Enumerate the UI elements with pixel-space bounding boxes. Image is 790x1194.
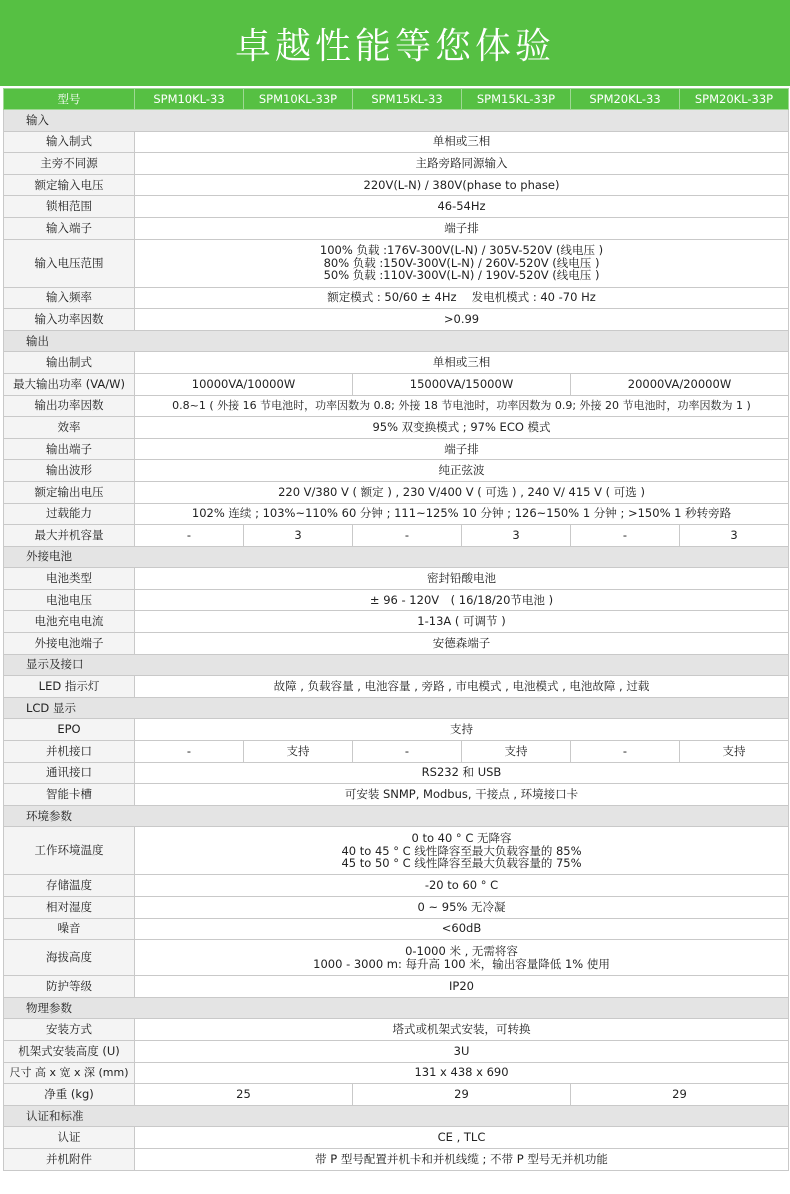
model-name: SPM20KL-33P	[680, 89, 789, 110]
row-label: 效率	[4, 417, 135, 439]
table-row	[4, 352, 789, 374]
row-label: 认证	[4, 1127, 135, 1149]
row-label: 海拔高度	[4, 940, 135, 976]
row-value: 46-54Hz	[135, 196, 789, 218]
row-value: 支持	[244, 741, 353, 763]
row-value: -20 to 60 ° C	[135, 875, 789, 897]
table-row	[4, 525, 789, 547]
row-value: -	[135, 741, 244, 763]
row-label: 输出波形	[4, 460, 135, 482]
row-label: 主旁不同源	[4, 153, 135, 175]
table-row	[4, 1040, 789, 1062]
row-value: 102% 连续 ; 103%~110% 60 分钟 ; 111~125% 10 分钟 ; 126~150% 1 分钟 ; >150% 1 秒转旁路	[135, 503, 789, 525]
row-value: 安德森端子	[135, 633, 789, 655]
value-line: 0 to 40 ° C 无降容	[411, 831, 512, 846]
row-label: 通讯接口	[4, 762, 135, 784]
table-row	[4, 589, 789, 611]
row-label: 智能卡槽	[4, 784, 135, 806]
section-row	[4, 697, 789, 719]
row-value: 10000VA/10000W	[135, 373, 353, 395]
row-label: 并机接口	[4, 741, 135, 763]
table-row	[4, 1019, 789, 1041]
row-label: 电池电压	[4, 589, 135, 611]
table-row	[4, 417, 789, 439]
table-row	[4, 481, 789, 503]
row-label: 输出端子	[4, 438, 135, 460]
row-value	[135, 239, 789, 287]
page-title: 卓越性能等您体验	[234, 25, 555, 67]
section-row	[4, 546, 789, 568]
row-label: 工作环境温度	[4, 827, 135, 875]
table-row	[4, 611, 789, 633]
row-value: 故障 , 负载容量 , 电池容量 , 旁路 , 市电模式 , 电池模式 , 电池故障 , 过载	[135, 676, 789, 698]
table-row	[4, 196, 789, 218]
model-name: SPM15KL-33	[353, 89, 462, 110]
section-title: 输入	[4, 110, 789, 132]
row-label: 输出制式	[4, 352, 135, 374]
row-label: 并机附件	[4, 1148, 135, 1170]
section-title: 输出	[4, 330, 789, 352]
model-name: SPM10KL-33P	[244, 89, 353, 110]
row-value: 25	[135, 1084, 353, 1106]
table-row	[4, 676, 789, 698]
row-label: 防护等级	[4, 976, 135, 998]
table-row	[4, 503, 789, 525]
row-label: 电池充电电流	[4, 611, 135, 633]
row-label: 相对湿度	[4, 897, 135, 919]
table-row	[4, 153, 789, 175]
row-value: CE , TLC	[135, 1127, 789, 1149]
row-value: ± 96 - 120V ( 16/18/20节电池 )	[135, 589, 789, 611]
table-row	[4, 976, 789, 998]
table-row	[4, 217, 789, 239]
table-row	[4, 239, 789, 287]
row-label: 额定输出电压	[4, 481, 135, 503]
row-value: 密封铅酸电池	[135, 568, 789, 590]
row-value: 29	[353, 1084, 571, 1106]
row-value: 0.8~1 ( 外接 16 节电池时，功率因数为 0.8; 外接 18 节电池时，功率因数为 0.9; 外接 20 节电池时，功率因数为 1 )	[135, 395, 789, 417]
value-line: 50% 负载 :110V-300V(L-N) / 190V-520V (线电压 )	[323, 268, 600, 283]
row-value: 3	[462, 525, 571, 547]
row-value: 单相或三相	[135, 352, 789, 374]
section-title: 外接电池	[4, 546, 789, 568]
row-value: 纯正弦波	[135, 460, 789, 482]
table-row	[4, 875, 789, 897]
table-row	[4, 1062, 789, 1084]
row-label: 输入制式	[4, 131, 135, 153]
table-row	[4, 438, 789, 460]
title-banner	[0, 0, 790, 86]
row-label: 电池类型	[4, 568, 135, 590]
row-label: 外接电池端子	[4, 633, 135, 655]
row-label: EPO	[4, 719, 135, 741]
table-row	[4, 897, 789, 919]
table-row	[4, 395, 789, 417]
table-row	[4, 741, 789, 763]
row-value: 20000VA/20000W	[571, 373, 789, 395]
table-row	[4, 719, 789, 741]
row-label: 尺寸 高 x 宽 x 深 (mm)	[4, 1062, 135, 1084]
row-value: 3U	[135, 1040, 789, 1062]
table-row	[4, 918, 789, 940]
section-title: LCD 显示	[4, 697, 789, 719]
row-label: 过载能力	[4, 503, 135, 525]
table-row	[4, 827, 789, 875]
row-value: 3	[244, 525, 353, 547]
row-label: 净重 (kg)	[4, 1084, 135, 1106]
table-row	[4, 131, 789, 153]
row-label: 输入电压范围	[4, 239, 135, 287]
row-value: 塔式或机架式安装，可转换	[135, 1019, 789, 1041]
value-line: 80% 负载 :150V-300V(L-N) / 260V-520V (线电压 )	[323, 255, 600, 270]
row-value: 单相或三相	[135, 131, 789, 153]
table-row	[4, 373, 789, 395]
table-row	[4, 1148, 789, 1170]
row-label: 安装方式	[4, 1019, 135, 1041]
table-row	[4, 762, 789, 784]
row-value: -	[571, 525, 680, 547]
row-value: -	[353, 525, 462, 547]
row-value: 1-13A ( 可调节 )	[135, 611, 789, 633]
table-row	[4, 633, 789, 655]
row-value: IP20	[135, 976, 789, 998]
model-name: SPM20KL-33	[571, 89, 680, 110]
section-row	[4, 654, 789, 676]
value-line: 1000 - 3000 m: 每升高 100 米，输出容量降低 1% 使用	[313, 956, 610, 971]
header-row	[4, 89, 789, 110]
table-row	[4, 309, 789, 331]
row-value: 95% 双变换模式 ; 97% ECO 模式	[135, 417, 789, 439]
row-value: 端子排	[135, 217, 789, 239]
row-label: 最大并机容量	[4, 525, 135, 547]
section-title: 环境参数	[4, 805, 789, 827]
table-row	[4, 460, 789, 482]
value-line: 100% 负载 :176V-300V(L-N) / 305V-520V (线电压 )	[319, 243, 604, 258]
row-value: 3	[680, 525, 789, 547]
row-value: <60dB	[135, 918, 789, 940]
section-title: 物理参数	[4, 997, 789, 1019]
table-row	[4, 568, 789, 590]
row-label: LED 指示灯	[4, 676, 135, 698]
model-name: SPM15KL-33P	[462, 89, 571, 110]
model-label: 型号	[4, 89, 135, 110]
row-value: 220V(L-N) / 380V(phase to phase)	[135, 174, 789, 196]
value-line: 40 to 45 ° C 线性降容至最大负载容量的 85%	[341, 843, 582, 858]
value-line: 45 to 50 ° C 线性降容至最大负载容量的 75%	[341, 856, 582, 871]
row-label: 锁相范围	[4, 196, 135, 218]
model-name: SPM10KL-33	[135, 89, 244, 110]
table-row	[4, 174, 789, 196]
row-value: >0.99	[135, 309, 789, 331]
row-value: 额定模式 : 50/60 ± 4Hz 发电机模式 : 40 -70 Hz	[135, 287, 789, 309]
row-value: 0 ~ 95% 无冷凝	[135, 897, 789, 919]
row-value	[135, 940, 789, 976]
row-value: 可安装 SNMP, Modbus, 干接点 , 环境接口卡	[135, 784, 789, 806]
row-value: 15000VA/15000W	[353, 373, 571, 395]
row-label: 额定输入电压	[4, 174, 135, 196]
row-value: 29	[571, 1084, 789, 1106]
row-value: RS232 和 USB	[135, 762, 789, 784]
row-value: -	[135, 525, 244, 547]
row-value: 主路旁路同源输入	[135, 153, 789, 175]
section-title: 显示及接口	[4, 654, 789, 676]
row-value: 支持	[680, 741, 789, 763]
row-label: 最大输出功率 (VA/W)	[4, 373, 135, 395]
row-value: 131 x 438 x 690	[135, 1062, 789, 1084]
table-row	[4, 940, 789, 976]
row-value: -	[353, 741, 462, 763]
row-label: 输入功率因数	[4, 309, 135, 331]
section-row	[4, 1105, 789, 1127]
table-row	[4, 1127, 789, 1149]
row-value: 端子排	[135, 438, 789, 460]
section-row	[4, 997, 789, 1019]
section-row	[4, 110, 789, 132]
table-row	[4, 1084, 789, 1106]
table-row	[4, 784, 789, 806]
section-row	[4, 330, 789, 352]
value-line: 0-1000 米 , 无需将容	[405, 944, 518, 959]
row-value: 支持	[462, 741, 571, 763]
row-value: -	[571, 741, 680, 763]
section-title: 认证和标准	[4, 1105, 789, 1127]
row-label: 噪音	[4, 918, 135, 940]
section-row	[4, 805, 789, 827]
table-row	[4, 287, 789, 309]
row-label: 输入频率	[4, 287, 135, 309]
row-value: 带 P 型号配置并机卡和并机线缆 ; 不带 P 型号无并机功能	[135, 1148, 789, 1170]
row-value: 支持	[135, 719, 789, 741]
row-value: 220 V/380 V ( 额定 ) , 230 V/400 V ( 可选 ) , 240 V/ 415 V ( 可选 )	[135, 481, 789, 503]
row-label: 存储温度	[4, 875, 135, 897]
row-label: 输入端子	[4, 217, 135, 239]
row-label: 输出功率因数	[4, 395, 135, 417]
row-value	[135, 827, 789, 875]
spec-table	[3, 88, 789, 1171]
row-label: 机架式安装高度 (U)	[4, 1040, 135, 1062]
